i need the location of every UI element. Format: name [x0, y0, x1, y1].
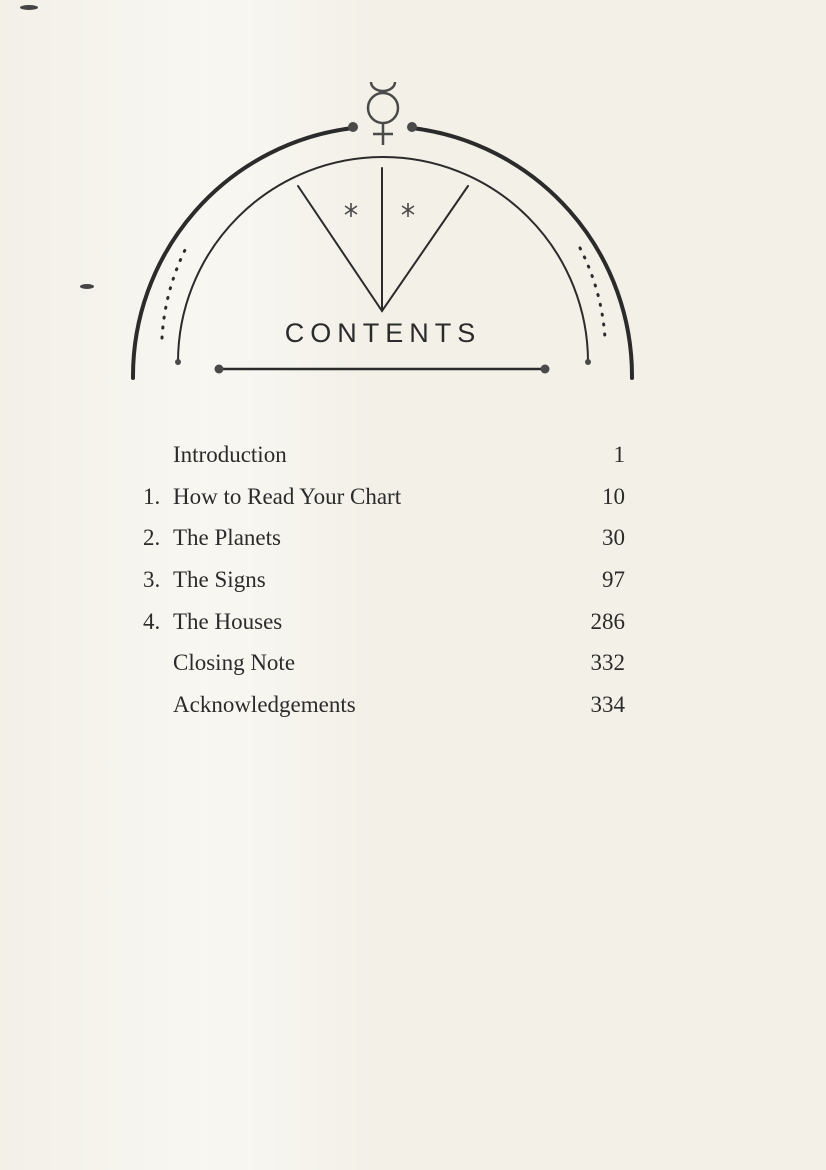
toc-page-number: 1: [613, 442, 625, 467]
toc-page-number: 10: [602, 483, 625, 509]
toc-entry[interactable]: [143, 604, 625, 646]
toc-entry[interactable]: [143, 687, 625, 729]
toc-chapter-number: 4.: [143, 608, 161, 634]
table-of-contents: [143, 437, 625, 729]
toc-entry-title: How to Read Your Chart: [173, 483, 402, 509]
page-title: CONTENTS: [284, 318, 482, 348]
inner-arc-end-right: [585, 359, 591, 365]
toc-page-number: 97: [602, 567, 625, 593]
toc-entry-title: Introduction: [173, 442, 287, 467]
base-line-end-right: [541, 365, 550, 374]
toc-entry-title: The Houses: [173, 608, 283, 634]
six-point-star-icon: [402, 203, 414, 217]
toc-page-number: 334: [590, 692, 625, 718]
toc-entry[interactable]: [143, 645, 625, 687]
toc-entry[interactable]: [143, 437, 625, 479]
toc-entry[interactable]: [143, 520, 625, 562]
paper-speck: [20, 5, 38, 10]
toc-entry[interactable]: [143, 562, 625, 604]
toc-page-number: 30: [602, 525, 625, 551]
toc-entry-title: Closing Note: [173, 650, 296, 676]
six-point-star-icon: [345, 203, 357, 217]
arc-end-dot-left: [348, 122, 358, 132]
toc-entry-title: Acknowledgements: [173, 692, 356, 718]
toc-page-number: 286: [590, 608, 625, 634]
toc-chapter-number: 1.: [143, 483, 161, 509]
mercury-symbol-icon: [368, 82, 398, 145]
arc-end-dot-right: [407, 122, 417, 132]
inner-arc-end-left: [175, 359, 181, 365]
toc-chapter-number: 3.: [143, 567, 161, 593]
toc-entry-title: The Planets: [173, 525, 281, 551]
paper-speck: [80, 284, 94, 289]
toc-entry[interactable]: [143, 479, 625, 521]
toc-entry-title: The Signs: [173, 567, 266, 593]
toc-chapter-number: 2.: [143, 525, 161, 551]
base-line-end-left: [215, 365, 224, 374]
toc-page-number: 332: [590, 650, 625, 676]
